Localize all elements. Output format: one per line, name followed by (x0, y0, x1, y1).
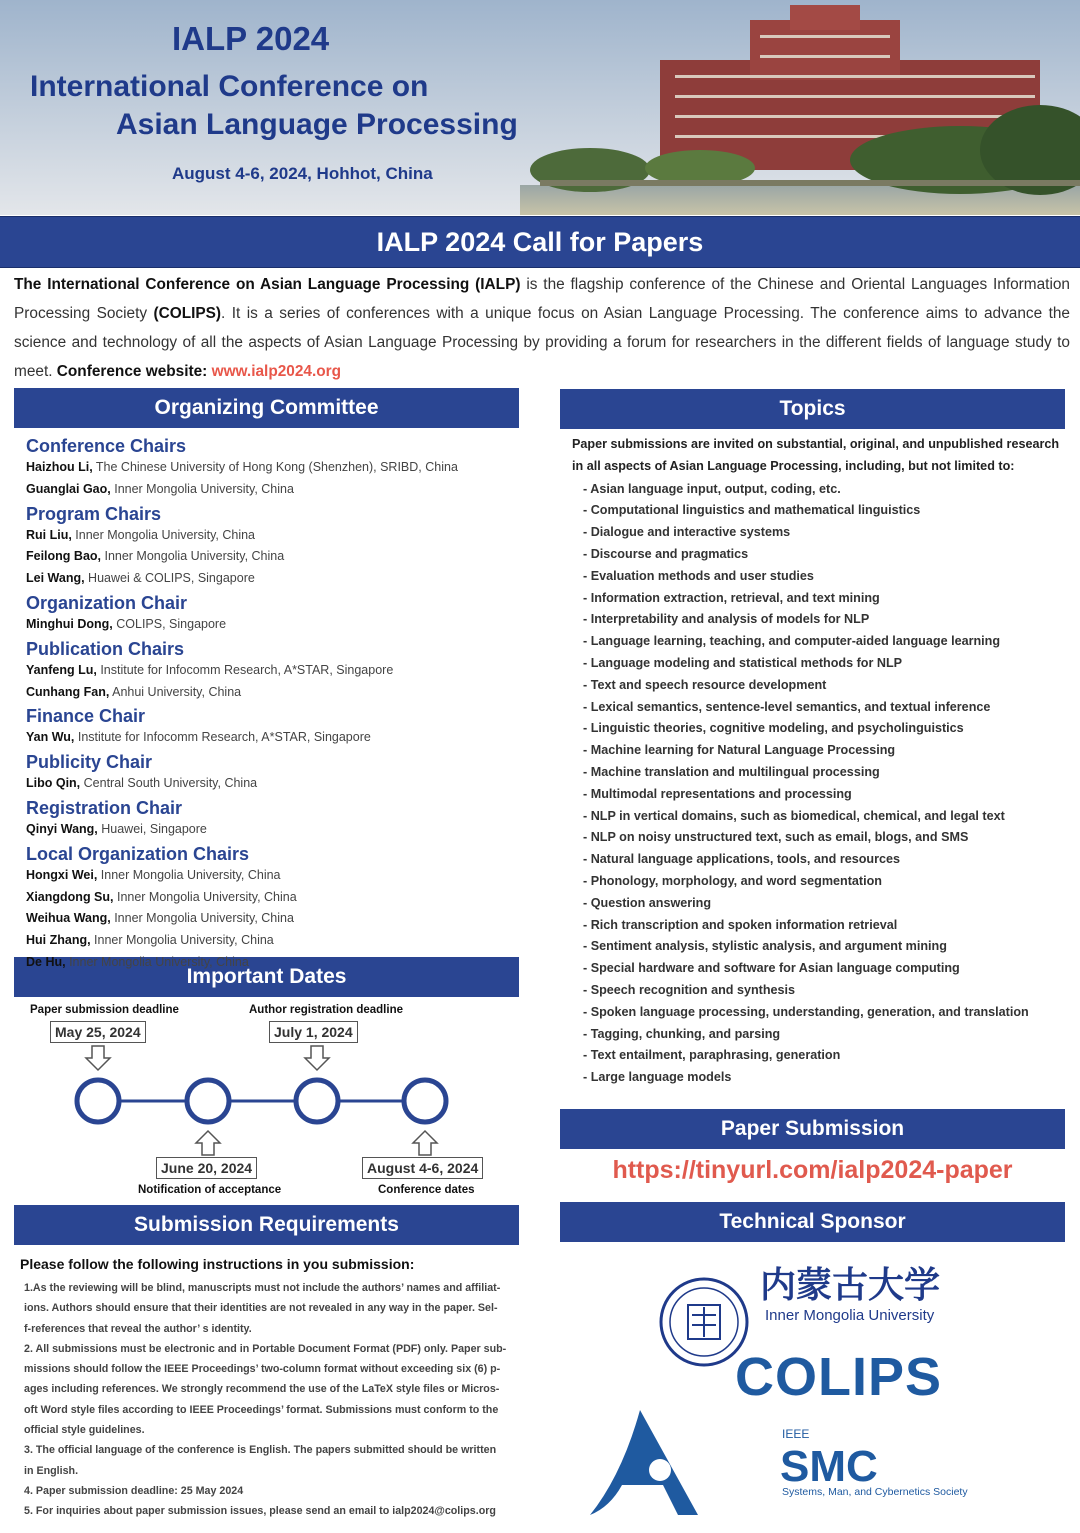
conference-name-line2: Asian Language Processing (116, 108, 518, 141)
requirement-line: in English. (24, 1464, 79, 1477)
sponsor-graphics (560, 1245, 1065, 1528)
topics-intro: Paper submissions are invited on substantial, original, and unpublished research in all aspects of Asian Language Processing, including, but not limited to: (572, 437, 1060, 473)
requirement-line: f-references that reveal the author’ s identity. (24, 1322, 252, 1335)
committee-member (26, 660, 526, 682)
topic-item: - Rich transcription and spoken information retrieval (572, 915, 1062, 937)
website-link[interactable]: www.ialp2024.org (211, 363, 342, 380)
requirement-line: ages including references. We strongly recommend the use of the LaTeX style files or Micros- (24, 1383, 500, 1396)
smc-logo: SMC (780, 1442, 878, 1491)
ieee-label: IEEE (782, 1427, 810, 1441)
member-affiliation: Institute for Infocomm Research, A*STAR, Singapore (96, 662, 394, 677)
topic-item: - Interpretability and analysis of models for NLP (572, 609, 1062, 631)
member-affiliation: COLIPS, Singapore (112, 616, 227, 631)
topic-item: - Machine translation and multilingual processing (572, 762, 1062, 784)
member-affiliation: Inner Mongolia University, China (65, 954, 249, 969)
member-name: Rui Liu, (26, 527, 72, 542)
intro-text-1: is the flagship conference of the Chinese and Oriental Languages Information Processing Society (14, 276, 1070, 322)
member-name: Feilong Bao, (26, 549, 101, 564)
member-name: Hui Zhang, (26, 933, 91, 948)
member-affiliation: Inner Mongolia University, China (71, 527, 256, 542)
topic-item: - Large language models (572, 1067, 1062, 1089)
date-label-4: Conference dates (378, 1184, 475, 1196)
member-affiliation: Inner Mongolia University, China (101, 549, 285, 564)
committee-role-title: Publicity Chair (26, 752, 153, 773)
date-label-3: Author registration deadline (249, 1004, 403, 1016)
member-affiliation: Anhui University, China (109, 684, 242, 699)
ieee-smc-emblem (590, 1410, 698, 1515)
requirement-line: 2. All submissions must be electronic and in Portable Document Format (PDF) only. Paper sub- (24, 1342, 507, 1355)
conference-name-line1: International Conference on (30, 70, 429, 103)
requirement-line: 4. Paper submission deadline: 25 May 2024 (24, 1484, 244, 1497)
committee-list (26, 433, 526, 974)
committee-member (26, 457, 526, 479)
member-affiliation: Huawei & COLIPS, Singapore (84, 571, 255, 586)
topic-item: - Special hardware and software for Asian language computing (572, 958, 1062, 980)
sponsor-logos (560, 1245, 1065, 1528)
committee-member (26, 479, 526, 501)
timeline-node-1 (77, 1080, 119, 1122)
member-affiliation: Inner Mongolia University, China (113, 889, 297, 904)
member-name: Guanglai Gao, (26, 481, 111, 496)
topic-item: - Speech recognition and synthesis (572, 980, 1062, 1002)
topic-item: - Text entailment, paraphrasing, generation (572, 1045, 1062, 1067)
requirements-list (24, 1278, 516, 1522)
member-affiliation: Inner Mongolia University, China (110, 911, 294, 926)
date-value-4: August 4-6, 2024 (362, 1157, 483, 1179)
committee-role-title: Local Organization Chairs (26, 843, 250, 864)
topic-item: - Discourse and pragmatics (572, 544, 1062, 566)
intro-paragraph (14, 270, 1070, 386)
intro-bold-colips: (COLIPS) (153, 305, 222, 322)
requirement-line: missions should follow the IEEE Proceedings’ two-column format without exceeding six (6) p- (24, 1363, 501, 1376)
topic-item: - Machine learning for Natural Language Processing (572, 740, 1062, 762)
hero-header (0, 0, 1080, 215)
committee-member (26, 952, 526, 974)
call-for-papers-banner: IALP 2024 Call for Papers (0, 216, 1080, 268)
committee-member (26, 930, 526, 952)
topic-item: - Sentiment analysis, stylistic analysis, and argument mining (572, 936, 1062, 958)
topic-item: - Language modeling and statistical methods for NLP (572, 653, 1062, 675)
committee-role-title: Organization Chair (26, 592, 188, 613)
topics-heading: Topics (560, 389, 1065, 429)
committee-member (26, 887, 526, 909)
dates-timeline (0, 1000, 520, 1200)
arrow-down-1 (86, 1046, 110, 1070)
member-affiliation: Huawei, Singapore (97, 821, 207, 836)
imu-chinese-name: 内蒙古大学 (760, 1264, 941, 1306)
member-name: Hongxi Wei, (26, 867, 98, 882)
topic-item: - Linguistic theories, cognitive modeling, and psycholinguistics (572, 718, 1062, 740)
arrow-down-3 (305, 1046, 329, 1070)
submission-link[interactable]: https://tinyurl.com/ialp2024-paper (612, 1156, 1013, 1184)
topic-item: - Lexical semantics, sentence-level semantics, and textual inference (572, 697, 1062, 719)
committee-member (26, 546, 526, 568)
date-value-1: May 25, 2024 (50, 1021, 146, 1043)
committee-member (26, 525, 526, 547)
arrow-up-4 (413, 1131, 437, 1155)
committee-member (26, 568, 526, 590)
smc-full-name: Systems, Man, and Cybernetics Society (782, 1486, 968, 1498)
topic-item: - Text and speech resource development (572, 675, 1062, 697)
topic-item: - Asian language input, output, coding, etc. (572, 479, 1062, 501)
requirement-line: official style guidelines. (24, 1424, 145, 1437)
member-name: Qinyi Wang, (26, 821, 98, 836)
conference-date-location: August 4-6, 2024, Hohhot, China (172, 164, 433, 183)
member-name: Haizhou Li, (26, 460, 93, 474)
requirements-panel (20, 1256, 516, 1522)
requirement-line: ions. Authors should ensure that their identities are not revealed in any way in the paper. Sel- (24, 1302, 498, 1315)
requirement-line: 5. For inquiries about paper submission issues, please send an email to ialp2024@colips.org (24, 1505, 496, 1518)
committee-member (26, 727, 526, 749)
member-name: Minghui Dong, (26, 616, 113, 631)
committee-heading: Organizing Committee (14, 388, 519, 428)
timeline-node-3 (296, 1080, 338, 1122)
committee-member (26, 819, 526, 841)
topic-item: - Phonology, morphology, and word segmentation (572, 871, 1062, 893)
topic-item: - NLP on noisy unstructured text, such as email, blogs, and SMS (572, 827, 1062, 849)
timeline-node-4 (404, 1080, 446, 1122)
intro-bold-ialp: The International Conference on Asian Language Processing (IALP) (14, 276, 521, 293)
requirement-line: 3. The official language of the conference is English. The papers submitted should be written (24, 1444, 497, 1457)
committee-member (26, 614, 526, 636)
colips-logo: COLIPS (735, 1347, 943, 1407)
topics-list (572, 479, 1062, 1089)
member-affiliation: Inner Mongolia University, China (97, 867, 281, 882)
committee-member (26, 865, 526, 887)
member-name: Yanfeng Lu, (26, 662, 97, 677)
member-name: Libo Qin, (26, 776, 81, 791)
imu-english-name: Inner Mongolia University (765, 1307, 935, 1324)
member-affiliation: Inner Mongolia University, China (110, 481, 294, 496)
important-dates-heading: Important Dates (14, 957, 519, 997)
submission-requirements-heading: Submission Requirements (14, 1205, 519, 1245)
topic-item: - Spoken language processing, understanding, generation, and translation (572, 1002, 1062, 1024)
member-affiliation: Institute for Infocomm Research, A*STAR, Singapore (74, 730, 371, 745)
intro-text-2: . It is a series of conferences with a unique focus on Asian Language Processing. The conference aims to advance the science and technology of all the aspects of Asian Language Processing by providing a forum for researchers in the different fields of language study to meet. (14, 305, 1070, 380)
member-affiliation: Central South University, China (80, 776, 258, 791)
topic-item: - Tagging, chunking, and parsing (572, 1024, 1062, 1046)
topic-item: - Multimodal representations and processing (572, 784, 1062, 806)
topic-item: - NLP in vertical domains, such as biomedical, chemical, and legal text (572, 806, 1062, 828)
committee-role-title: Publication Chairs (26, 638, 185, 659)
date-label-1: Paper submission deadline (30, 1004, 179, 1016)
member-name: Lei Wang, (26, 571, 85, 586)
date-value-2: June 20, 2024 (156, 1157, 257, 1179)
timeline-node-2 (187, 1080, 229, 1122)
topics-panel (572, 434, 1062, 1089)
topic-item: - Question answering (572, 893, 1062, 915)
committee-role-title: Program Chairs (26, 503, 162, 524)
member-name: Cunhang Fan, (26, 684, 110, 699)
topic-item: - Computational linguistics and mathematical linguistics (572, 500, 1062, 522)
topic-item: - Evaluation methods and user studies (572, 566, 1062, 588)
date-value-3: July 1, 2024 (269, 1021, 358, 1043)
member-name: Weihua Wang, (26, 911, 111, 926)
member-name: Xiangdong Su, (26, 889, 114, 904)
conference-acronym: IALP 2024 (172, 20, 330, 57)
committee-member (26, 682, 526, 704)
committee-member (26, 908, 526, 930)
topic-item: - Information extraction, retrieval, and text mining (572, 588, 1062, 610)
committee-role-title: Registration Chair (26, 797, 183, 818)
topic-item: - Dialogue and interactive systems (572, 522, 1062, 544)
date-label-2: Notification of acceptance (138, 1184, 282, 1196)
committee-role-title: Finance Chair (26, 706, 146, 727)
requirement-line: oft Word style files according to IEEE Proceedings’ format. Submissions must conform to the (24, 1403, 499, 1416)
topic-item: - Language learning, teaching, and computer-aided language learning (572, 631, 1062, 653)
member-name: De Hu, (26, 954, 66, 969)
committee-role-title: Conference Chairs (26, 436, 187, 456)
paper-submission-heading: Paper Submission (560, 1109, 1065, 1149)
website-label: Conference website: (56, 363, 212, 380)
requirement-line: 1.As the reviewing will be blind, manuscripts must not include the authors’ names and affiliat- (24, 1282, 501, 1294)
member-affiliation: Inner Mongolia University, China (90, 933, 274, 948)
arrow-up-2 (196, 1131, 220, 1155)
member-affiliation: The Chinese University of Hong Kong (Shenzhen), SRIBD, China (92, 460, 458, 474)
committee-member (26, 773, 526, 795)
member-name: Yan Wu, (26, 730, 75, 745)
requirements-intro: Please follow the following instructions in you submission: (20, 1256, 415, 1272)
topic-item: - Natural language applications, tools, and resources (572, 849, 1062, 871)
technical-sponsor-heading: Technical Sponsor (560, 1202, 1065, 1242)
